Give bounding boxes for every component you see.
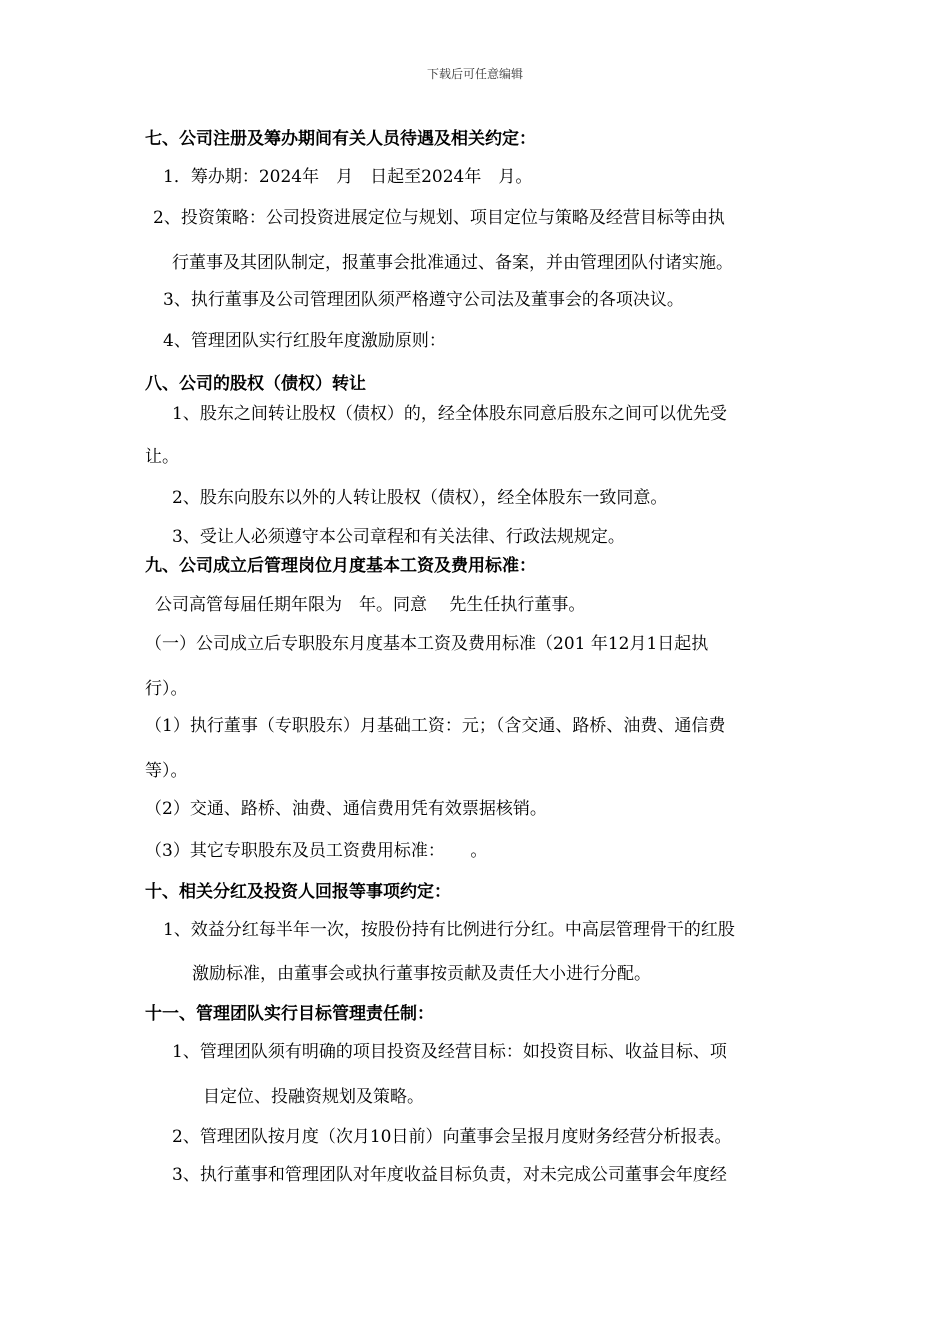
line: 等）。 <box>145 761 188 781</box>
line: 让。 <box>145 447 179 467</box>
line: 3、执行董事及公司管理团队须严格遵守公司法及董事会的各项决议。 <box>163 290 684 310</box>
line: （一）公司成立后专职股东月度基本工资及费用标准（201 年12月1日起执 <box>145 634 709 654</box>
line: 1、股东之间转让股权（债权）的，经全体股东同意后股东之间可以优先受 <box>172 404 727 424</box>
line: （3）其它专职股东及员工资费用标准： 。 <box>145 841 488 861</box>
line: 九、公司成立后管理岗位月度基本工资及费用标准： <box>145 556 536 576</box>
line: 3、受让人必须遵守本公司章程和有关法律、行政法规规定。 <box>172 527 625 547</box>
line: 目定位、投融资规划及策略。 <box>203 1087 424 1107</box>
line: 七、公司注册及筹办期间有关人员待遇及相关约定： <box>145 129 536 149</box>
line: 2、股东向股东以外的人转让股权（债权），经全体股东一致同意。 <box>172 488 668 508</box>
line: 1、管理团队须有明确的项目投资及经营目标：如投资目标、收益目标、项 <box>172 1042 727 1062</box>
line: 行董事及其团队制定，报董事会批准通过、备案，并由管理团队付诸实施。 <box>172 253 733 273</box>
line: 1．筹办期：2024年 月 日起至2024年 月。 <box>163 167 533 187</box>
line: 4、管理团队实行红股年度激励原则： <box>163 331 446 351</box>
line: 八、公司的股权（债权）转让 <box>145 374 366 394</box>
line: （1）执行董事（专职股东）月基础工资：元；（含交通、路桥、油费、通信费 <box>145 716 726 736</box>
line: 激励标准，由董事会或执行董事按贡献及责任大小进行分配。 <box>192 964 651 984</box>
line: 2、投资策略：公司投资进展定位与规划、项目定位与策略及经营目标等由执 <box>153 208 725 228</box>
line: 2、管理团队按月度（次月10日前）向董事会呈报月度财务经营分析报表。 <box>172 1127 732 1147</box>
line: 十、相关分红及投资人回报等事项约定： <box>145 882 451 902</box>
page-header: 下载后可任意编辑 <box>426 67 523 81</box>
line: 1、效益分红每半年一次，按股份持有比例进行分红。中高层管理骨干的红股 <box>163 920 735 940</box>
line: 十一、管理团队实行目标管理责任制： <box>145 1004 434 1024</box>
line: 公司高管每届任期年限为 年。同意 先生任执行董事。 <box>155 595 586 615</box>
line: 行）。 <box>145 679 188 699</box>
line: 3、执行董事和管理团队对年度收益目标负责，对未完成公司董事会年度经 <box>172 1165 727 1185</box>
line: （2）交通、路桥、油费、通信费用凭有效票据核销。 <box>145 799 547 819</box>
